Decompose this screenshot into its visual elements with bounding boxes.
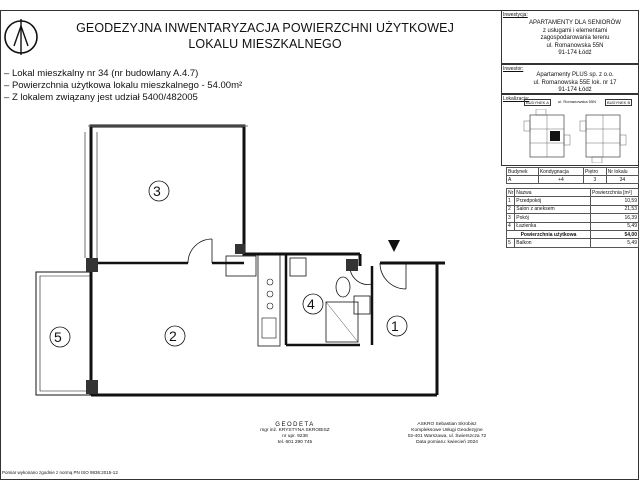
room-number-1: 1	[391, 318, 399, 334]
summary-cell: +4	[538, 176, 583, 184]
area-name: Salon z aneksem	[515, 205, 591, 213]
table-row	[507, 197, 639, 205]
area-nr: 2	[507, 205, 515, 213]
room-number-3: 3	[153, 183, 161, 199]
survey-date: Data pomiaru: kwiecień 2024	[416, 440, 478, 445]
summary-table	[506, 167, 639, 184]
area-nr: 5	[507, 239, 515, 247]
area-total-label: Powierzchnia użytkowa	[507, 230, 591, 238]
info-line3: – Z lokalem związany jest udział 5400/482005	[4, 92, 242, 104]
entrance-marker-icon	[388, 240, 400, 252]
inwestor-box	[501, 64, 639, 94]
area-value: 5,49	[591, 239, 639, 247]
area-total-value: 54,00	[591, 230, 639, 238]
inwestor-line: ul. Romanowska 55E lok. nr 17	[533, 79, 617, 86]
area-value: 10,59	[591, 197, 639, 205]
title-line2: LOKALU MIESZKALNEGO	[188, 37, 342, 51]
street-tag: ul. Romanowska 55N	[558, 99, 597, 104]
area-nr: 3	[507, 214, 515, 222]
firm-line: Kompleksowe Usługi Geodezyjne	[411, 428, 483, 433]
room-number-5: 5	[54, 329, 62, 345]
area-name: Pokój	[515, 214, 591, 222]
summary-header: Kondygnacja	[538, 168, 583, 176]
geodeta-line: nr upr. 9238	[282, 434, 308, 439]
geodeta-line: mgr inż. KRYSTYNA SKROBISZ	[260, 428, 330, 433]
inwestycja-line: 91-174 Łódź	[558, 50, 592, 56]
inwestor-line: 91-174 Łódź	[558, 87, 592, 93]
summary-header: Budynek	[507, 168, 539, 176]
table-row	[507, 222, 639, 230]
firm-line: 02-401 Warszawa, ul. Świerszcza 72	[407, 434, 487, 439]
table-row	[507, 205, 639, 213]
firm-block	[392, 422, 502, 446]
title-line1: GEODEZYJNA INWENTARYZACJA POWIERZCHNI UŻYTKOWEJ	[76, 21, 454, 35]
inwestor-line: Apartamenty PLUS sp. z o.o.	[536, 72, 614, 78]
inwestycja-line: APARTAMENTY DLA SENIORÓW	[529, 20, 621, 26]
inwestycja-line: ul. Romanowska 55N	[546, 42, 604, 49]
lokalizacja-box	[501, 94, 639, 166]
summary-cell: 34	[606, 176, 638, 184]
area-name: Przedpokój	[515, 197, 591, 205]
area-value: 16,39	[591, 214, 639, 222]
table-row	[507, 239, 639, 247]
summary-header: Piętro	[584, 168, 607, 176]
inwestycja-line: z usługami i elementami	[542, 27, 608, 34]
table-row	[507, 214, 639, 222]
geodeta-label: GEODETA	[275, 422, 315, 428]
inwestor-label: Inwestor:	[503, 66, 524, 72]
info-line2: – Powierzchnia użytkowa lokalu mieszkalnego - 54.00m²	[4, 80, 242, 92]
firm-line: ASKRO Sebastian Skrobisz	[417, 422, 477, 427]
norm-note: Pomiar wykonano zgodnie z normą PN ISO 9836:2015-12	[2, 470, 118, 475]
inwestycja-label: Inwestycja:	[503, 12, 528, 18]
area-header: Nazwa	[515, 189, 591, 197]
area-name: Łazienka	[515, 222, 591, 230]
room-number-4: 4	[307, 296, 315, 312]
lokalizacja-label: Lokalizacja:	[503, 96, 530, 102]
area-value: 21,53	[591, 205, 639, 213]
summary-header: Nr lokalu	[606, 168, 638, 176]
building-a-tag: BUDYNEK A	[526, 100, 549, 105]
inwestycja-box	[501, 10, 639, 64]
table-row-total	[507, 230, 639, 238]
area-nr: 4	[507, 222, 515, 230]
site-plan-icon	[522, 109, 632, 163]
area-name: Balkon	[515, 239, 591, 247]
area-nr: 1	[507, 197, 515, 205]
inwestor-text	[512, 72, 638, 95]
inwestycja-text	[512, 20, 638, 58]
room-number-2: 2	[169, 328, 177, 344]
summary-cell: 3	[584, 176, 607, 184]
area-header: Nr	[508, 189, 514, 196]
geodeta-line: tel. 601 290 745	[277, 440, 313, 445]
area-table	[506, 188, 639, 248]
geodeta-block	[240, 422, 350, 446]
area-value: 5,49	[591, 222, 639, 230]
inwestycja-line: zagospodarowania terenu	[540, 35, 610, 41]
info-line1: – Lokal mieszkalny nr 34 (nr budowlany A.4.7)	[4, 68, 242, 80]
area-header: Powierzchnia [m²]	[591, 189, 639, 197]
summary-cell: A	[507, 176, 539, 184]
building-b-tag: BUDYNEK B	[607, 100, 631, 105]
